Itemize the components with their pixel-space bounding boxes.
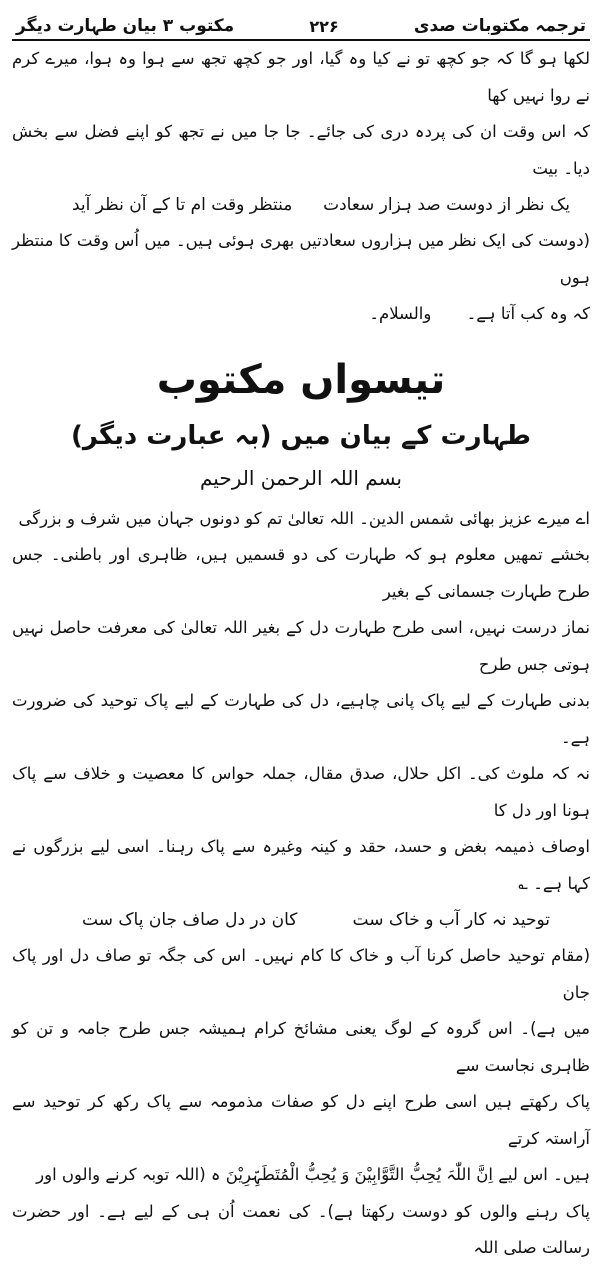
text-line: (دوست کی ایک نظر میں ہزاروں سعادتیں بھری ہوئی ہیں۔ میں اُس وقت کا منتظر ہوں <box>12 231 590 287</box>
couplet-first-hemistich: توحید نہ کار آب و خاک ست <box>352 910 550 930</box>
text-line: بخشے تمھیں معلوم ہو کہ طہارت کی دو قسمیں ہیں، ظاہری اور باطنی۔ جس طرح طہارت جسمانی کے بغیر <box>12 545 590 601</box>
running-header <box>12 6 590 41</box>
header-chapter-title: مکتوب ۳ بیان طہارت دیگر <box>16 16 235 36</box>
text-line: ہیں۔ اس لیے اِنَّ اللّٰہَ یُحِبُّ التَّوَّابِیْنَ وَ یُحِبُّ الْمُتَطَہِّرِیْنَ ہ (اللہ توبہ کرنے والوں اور <box>36 1165 590 1184</box>
text-line: بدنی طہارت کے لیے پاک پانی چاہیے، دل کی طہارت کے لیے پاک توحید کی ضرورت ہے۔ <box>12 691 590 747</box>
text-line: کہ اس وقت ان کی پردہ دری کی جائے۔ جا جا میں نے تجھ کو اپنے فضل سے بخش دیا۔ بیت <box>12 122 590 178</box>
page-number: ۲۲۶ <box>309 17 339 36</box>
text-line: لکھا ہو گا کہ جو کچھ تو نے کیا وہ گیا، اور جو کچھ تجھ سے ہوا وہ ہوا، میرے کرم نے روا نہیں کھا <box>12 49 590 105</box>
closing-salutation: والسلام۔ <box>369 304 432 323</box>
couplet-translation <box>12 223 590 333</box>
couplet-second-hemistich: کان در دل صاف جان پاک ست <box>82 910 298 930</box>
chapter-subtitle: طہارت کے بیان میں (بہ عبارت دیگر) <box>70 420 532 451</box>
header-book-title: ترجمہ مکتوبات صدی <box>413 16 586 36</box>
top-paragraph <box>12 41 590 187</box>
text-line: پاک رہنے والوں کو دوست رکھتا ہے)۔ کی نعمت اُن ہی کے لیے ہے۔ اور حضرت رسالت صلی اللہ <box>12 1201 590 1257</box>
bismillah: بسم اللہ الرحمن الرحیم <box>199 465 402 490</box>
couplet-second-hemistich: منتظر وقت ام تا کے آن نظر آید <box>72 195 293 215</box>
body-paragraph <box>12 501 590 903</box>
couplet-first-hemistich: یک نظر از دوست صد ہزار سعادت <box>323 195 570 215</box>
final-paragraph <box>12 938 590 1267</box>
text-line: اوصاف ذمیمہ بغض و حسد، حقد و کینہ وغیرہ سے پاک رہنا۔ اسی لیے بزرگوں نے کہا ہے۔ ؎ <box>12 837 590 893</box>
chapter-title: تیسواں مکتوب <box>156 356 446 403</box>
text-line: نماز درست نہیں، اسی طرح طہارت دل کے بغیر اللہ تعالیٰ کی معرفت حاصل نہیں ہوتی جس طرح <box>12 618 590 674</box>
text-line: اے میرے عزیز بھائی شمس الدین۔ اللہ تعالیٰ تم کو دونوں جہان میں شرف و بزرگی <box>18 508 590 528</box>
text-line: میں ہے)۔ اس گروہ کے لوگ یعنی مشائخ کرام ہمیشہ جس طرح جامہ و تن کو ظاہری نجاست سے <box>12 1019 590 1075</box>
text-line: نہ کہ ملوث کی۔ اکل حلال، صدق مقال، جملہ حواس کا معصیت و خلاف سے پاک ہونا اور دل کا <box>12 764 590 820</box>
text-line <box>12 296 590 333</box>
text-segment: کہ وہ کب آتا ہے۔ <box>466 304 590 323</box>
text-line: (مقام توحید حاصل کرنا آب و خاک کا کام نہیں۔ اس کی جگہ تو صاف دل اور پاک جان <box>12 946 590 1002</box>
persian-couplet <box>12 902 590 938</box>
text-line: پاک رکھتے ہیں اسی طرح اپنے دل کو صفات مذمومہ سے پاک رکھ کر توحید سے آراستہ کرتے <box>12 1092 590 1148</box>
persian-couplet <box>12 187 590 223</box>
